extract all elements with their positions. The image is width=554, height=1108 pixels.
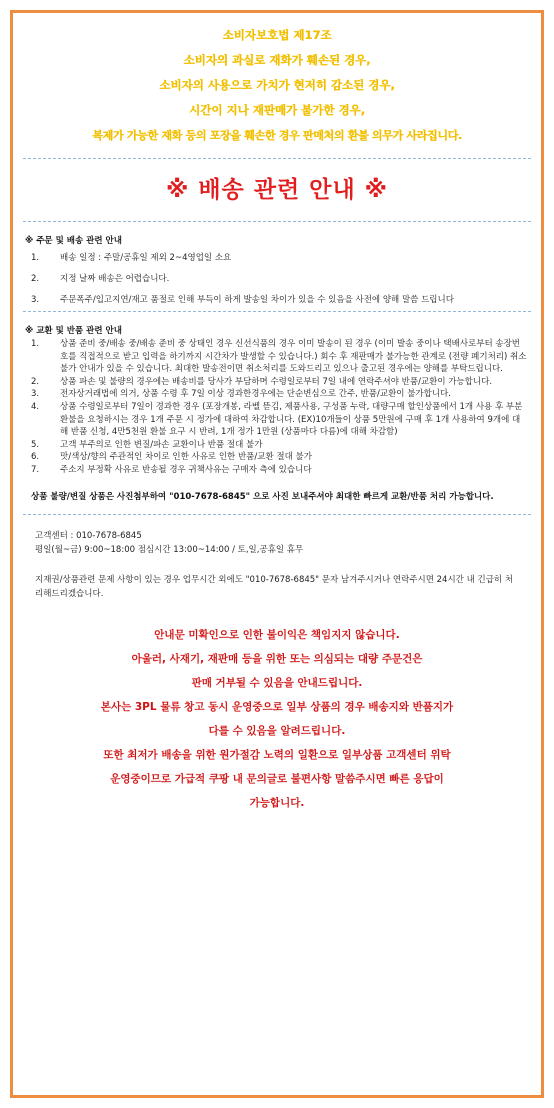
list-item: 6. 맛/색상/향의 주관적인 차이로 인한 사유로 인한 반품/교환 절대 불가 [31,452,312,463]
list-item: 4. 상품 수령일로부터 7일이 경과한 경우 (포장개봉, 라벨 뜯김, 제품사용, 구성품 누락, 대량구매 할인상품에서 1개 사용 후 부분 환불을 요청하시는 경우 1개 주문 시 정가에 대하여 차감합니다. (EX)10개들이 상품 5만원에 구매 후 1개 사용하여 9개에 대해 반품 신청, 4만5천원 환불 요구 시 반려, 1개 정가 1만원 (상품마다 다름)에 대해 차감함) [31,401,523,438]
return-section-heading: ※ 교환 및 반품 관련 안내 [25,326,122,336]
notice-line: 안내문 미확인으로 인한 불이익은 책임지지 않습니다. [154,628,400,641]
consumer-law-notice [13,13,541,148]
order-list [13,248,541,311]
customer-center-phone: 고객센터 : 010-7678-6845 [35,530,142,541]
notice-line: 다를 수 있음을 알려드립니다. [208,724,346,737]
photo-evidence-note: 상품 불량/변질 상품은 사진첨부하여 "010-7678-6845" 으로 사진 보내주셔야 최대한 빠르게 교환/반품 처리 가능합니다. [31,491,494,502]
list-item: 3. 주문폭주/입고지연/재고 품절로 인해 부득이 하게 발송일 차이가 있을 수 있음을 사전에 양해 말씀 드립니다 [31,295,454,305]
notice-line: 본사는 3PL 물류 창고 동시 운영중으로 일부 상품의 경우 배송지와 반품지가 [100,700,454,713]
notice-panel [10,10,544,1098]
law-line: 시간이 지나 재판매가 불가한 경우, [189,103,365,117]
order-section-heading: ※ 주문 및 배송 관련 안내 [25,236,122,246]
law-line: 소비자보호법 제17조 [222,28,332,42]
return-list [13,338,541,477]
list-item: 2. 상품 파손 및 불량의 경우에는 배송비를 당사가 부담하며 수령일로부터 7일 내에 연락주셔야 반품/교환이 가능합니다. [31,376,493,387]
list-item: 2. 지정 날짜 배송은 어렵습니다. [31,274,170,284]
after-hours-note: 지재권/상품관련 문제 사항이 있는 경우 업무시간 외에도 "010-7678-6845" 문자 남겨주시거나 연락주시면 24시간 내 긴급히 처리해드리겠습니다. [35,574,514,599]
notice-line: 또한 최저가 배송을 위한 원가절감 노력의 일환으로 일부상품 고객센터 위탁 [103,748,451,761]
customer-center [13,515,541,557]
list-item: 7. 주소지 부정확 사유로 반송될 경우 귀책사유는 구매자 측에 있습니다 [31,464,312,475]
notice-line: 아울러, 사재기, 재판매 등을 위한 또는 의심되는 대량 주문건은 [131,652,423,665]
important-notices [13,601,541,815]
list-item: 1. 배송 일정 : 주말/공휴일 제외 2~4영업일 소요 [31,253,232,263]
law-line: 소비자의 사용으로 가치가 현저히 감소된 경우, [159,78,395,92]
list-item: 3. 전자상거래법에 의거, 상품 수령 후 7일 이상 경과한경우에는 단순변심으로 간주, 반품/교환이 불가합니다. [31,389,451,400]
page-title: ※ 배송 관련 안내 ※ [165,177,389,203]
notice-line: 가능합니다. [249,796,305,809]
law-line: 소비자의 과실로 재화가 훼손된 경우, [183,53,371,67]
list-item: 1. 상품 준비 중/배송 중/배송 준비 중 상태인 경우 신선식품의 경우 이미 발송이 된 경우 (이미 발송 중이나 택배사로부터 송장번호를 직접적으로 받고 입력을 하기까지 시간차가 발생할 수 있습니다.) 회수 후 재판매가 불가능한 관계로 (전량 폐기처리) 취소 불가 안내가 있을 수 있습니다. 최대한 발송전이면 취소처리를 도와드리고 있으나 출고된 경우에는 양해를 부탁드립니다. [31,339,527,375]
list-item: 5. 고객 부주의로 인한 변질/파손 교환이나 반품 절대 불가 [31,439,263,450]
notice-line: 판매 거부될 수 있음을 안내드립니다. [191,676,363,689]
notice-line: 운영중이므로 가급적 쿠팡 내 문의글로 불편사항 말씀주시면 빠른 응답이 [110,772,444,785]
customer-center-hours: 평일(월~금) 9:00~18:00 점심시간 13:00~14:00 / 토,일,공휴일 휴무 [35,544,304,555]
law-line: 복제가 가능한 재화 등의 포장을 훼손한 경우 판매처의 환불 의무가 사라집니다. [92,129,462,142]
